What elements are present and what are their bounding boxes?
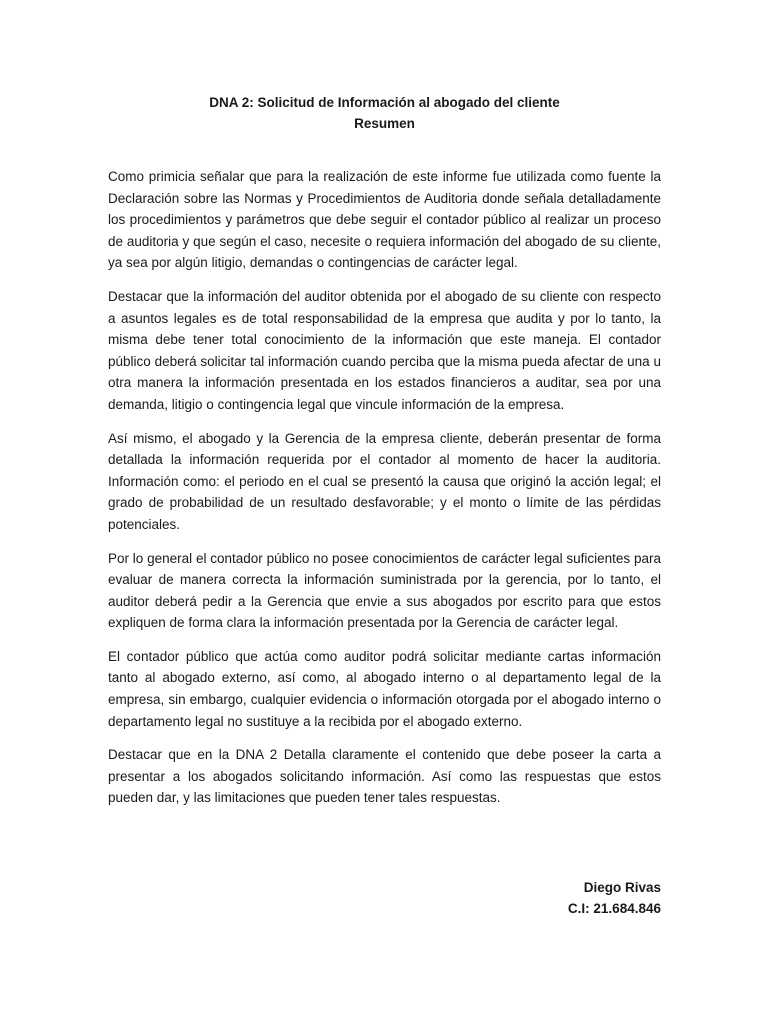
signature-id: C.I: 21.684.846 [567, 901, 661, 916]
paragraph-2: Destacar que la información del auditor obtenida por el abogado de su cliente con respecto a asuntos legales es de total responsabilidad de la empresa que audita y por lo tanto, la misma debe tener total conocimiento de la información que este maneja. El contador público deberá solicitar tal información cuando perciba que la misma pueda afectar de una u otra manera la información presentada en los estados financieros a auditar, sea por una demanda, litigio o contingencia legal que vincule información de la empresa. [108, 288, 661, 412]
paragraph-5: El contador público que actúa como auditor podrá solicitar mediante cartas información tanto al abogado externo, así como, al abogado interno o al departamento legal de la empresa, sin embargo, cualquier evidencia o información otorgada por el abogado interno o departamento legal no sustituye a la recibida por el abogado externo. [108, 648, 661, 729]
paragraph-6: Destacar que en la DNA 2 Detalla claramente el contenido que debe poseer la carta a presentar a los abogados solicitando información. Así como las respuestas que estos pueden dar, y las limitaciones que pueden tener tales respuestas. [108, 747, 661, 806]
paragraph-3: Así mismo, el abogado y la Gerencia de la empresa cliente, deberán presentar de forma detallada la información requerida por el contador al momento de hacer la auditoria. Información como: el periodo en el cual se presentó la causa que originó la acción legal; el grado de probabilidad de un resultado desfavorable; y el monto o límite de las pérdidas potenciales. [108, 430, 661, 532]
signature-block [568, 877, 661, 919]
document-subtitle: Resumen [354, 116, 415, 131]
document-page [108, 92, 661, 821]
document-body [108, 166, 661, 809]
document-title: DNA 2: Solicitud de Información al abogado del cliente [209, 95, 560, 110]
paragraph-4: Por lo general el contador público no posee conocimientos de carácter legal suficientes para evaluar de manera correcta la información suministrada por la gerencia, por lo tanto, el auditor deberá pedir a la Gerencia que envie a sus abogados por escrito para que estos expliquen de forma clara la información presentada por la Gerencia de carácter legal. [108, 550, 661, 631]
signature-name: Diego Rivas [583, 880, 661, 895]
paragraph-1: Como primicia señalar que para la realización de este informe fue utilizada como fuente la Declaración sobre las Normas y Procedimientos de Auditoria donde señala detalladamente los procedimientos y parámetros que debe seguir el contador público al realizar un proceso de auditoria y que según el caso, necesite o requiera información del abogado de su cliente, ya sea por algún litigio, demandas o contingencias de carácter legal. [108, 169, 661, 271]
